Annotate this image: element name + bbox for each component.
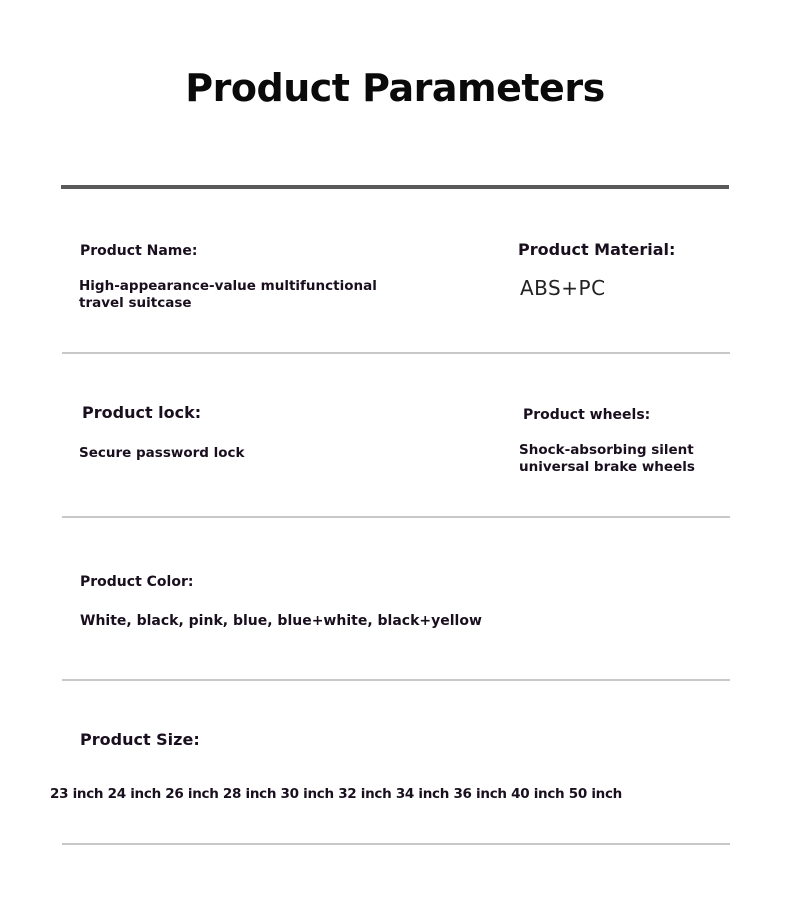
product-size-value: 23 inch 24 inch 26 inch 28 inch 30 inch 32 inch 34 inch 36 inch 40 inch 50 inch	[50, 786, 622, 802]
product-color-value: White, black, pink, blue, blue+white, black+yellow	[80, 613, 482, 629]
product-lock-value: Secure password lock	[79, 445, 245, 461]
section-divider	[62, 516, 730, 518]
product-size-label: Product Size:	[80, 730, 200, 749]
section-divider	[62, 843, 730, 845]
product-name-value	[79, 278, 377, 312]
product-name-value-line2: travel suitcase	[79, 295, 192, 311]
product-name-label: Product Name:	[80, 243, 198, 259]
section-divider	[62, 352, 730, 354]
header-divider	[61, 185, 729, 189]
product-name-value-line1: High-appearance-value multifunctional	[79, 278, 377, 294]
product-lock-label: Product lock:	[82, 403, 202, 422]
product-wheels-label: Product wheels:	[523, 407, 651, 423]
section-divider	[62, 679, 730, 681]
product-wheels-value-line1: Shock-absorbing silent	[519, 442, 694, 458]
page-title: Product Parameters	[185, 66, 605, 110]
product-color-label: Product Color:	[80, 574, 194, 590]
product-wheels-value	[519, 442, 695, 476]
product-wheels-value-line2: universal brake wheels	[519, 459, 695, 475]
product-material-value: ABS+PC	[520, 276, 606, 300]
product-material-label: Product Material:	[518, 240, 676, 259]
